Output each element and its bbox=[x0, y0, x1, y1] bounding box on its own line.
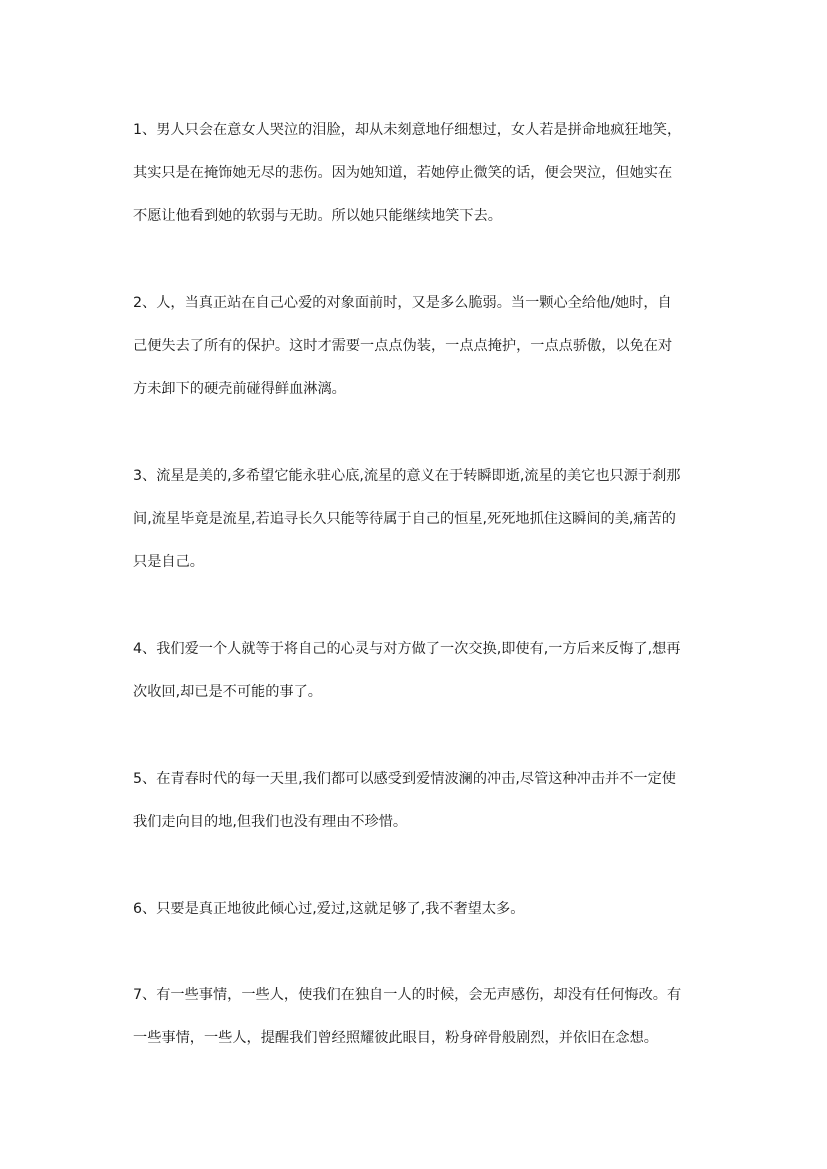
paragraph-line: 5、在青春时代的每一天里,我们都可以感受到爱情波澜的冲击,尽管这种冲击并不一定使 bbox=[133, 771, 676, 787]
paragraph-line: 1、男人只会在意女人哭泣的泪脸，却从未刻意地仔细想过，女人若是拼命地疯狂地笑， bbox=[133, 122, 682, 138]
paragraph-line: 2、人，当真正站在自己心爱的对象面前时，又是多么脆弱。当一颗心全给他/她时，自 bbox=[133, 295, 672, 311]
paragraph-line: 只是自己。 bbox=[133, 554, 204, 570]
paragraph-line: 一些事情，一些人，提醒我们曾经照耀彼此眼目，粉身碎骨般剧烈，并依旧在念想。 bbox=[133, 1030, 658, 1046]
paragraph-line: 4、我们爱一个人就等于将自己的心灵与对方做了一次交换,即使有,一方后来反悔了,想再 bbox=[133, 641, 681, 657]
paragraph-line: 方未卸下的硬壳前碰得鲜血淋漓。 bbox=[133, 381, 346, 397]
paragraph-line: 6、只要是真正地彼此倾心过,爱过,这就足够了,我不奢望太多。 bbox=[133, 901, 525, 917]
paragraph-line: 3、流星是美的,多希望它能永驻心底,流星的意义在于转瞬即逝,流星的美它也只源于刹那 bbox=[133, 468, 681, 484]
paragraph-line: 不愿让他看到她的软弱与无助。所以她只能继续地笑下去。 bbox=[133, 208, 502, 224]
paragraph-line: 间,流星毕竟是流星,若追寻长久只能等待属于自己的恒星,死死地抓住这瞬间的美,痛苦的 bbox=[133, 511, 676, 527]
paragraph-line: 7、有一些事情，一些人，使我们在独自一人的时候，会无声感伤，却没有任何悔改。有 bbox=[133, 987, 682, 1003]
paragraph-line: 次收回,却已是不可能的事了。 bbox=[133, 684, 322, 700]
paragraph-line: 己便失去了所有的保护。这时才需要一点点伪装，一点点掩护，一点点骄傲，以免在对 bbox=[133, 338, 673, 354]
paragraph-line: 其实只是在掩饰她无尽的悲伤。因为她知道，若她停止微笑的话，便会哭泣，但她实在 bbox=[133, 165, 673, 181]
paragraph-line: 我们走向目的地,但我们也没有理由不珍惜。 bbox=[133, 814, 408, 830]
